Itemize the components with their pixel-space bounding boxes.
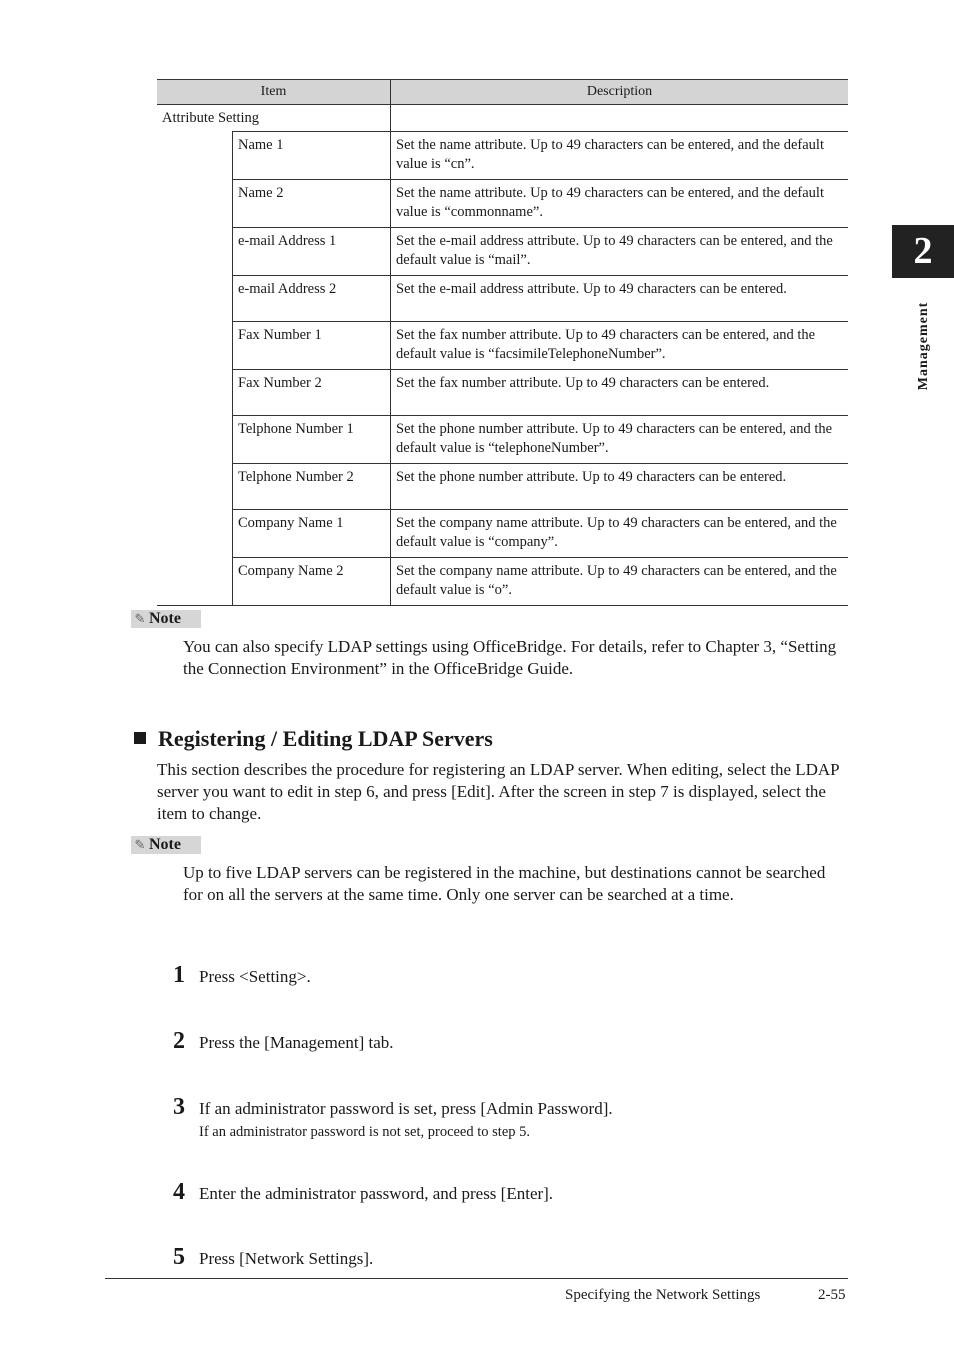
chapter-side-label: Management: [916, 301, 931, 391]
note-label: Note: [149, 836, 181, 853]
category-row: [157, 105, 848, 132]
step-text: Press [Network Settings].: [199, 1249, 374, 1268]
step-text: Enter the administrator password, and press [Enter].: [199, 1184, 554, 1203]
table-row: [157, 227, 848, 275]
step-number: 2: [173, 1028, 185, 1054]
step-text: If an administrator password is set, press [Admin Password].: [199, 1099, 613, 1118]
section-title: Registering / Editing LDAP Servers: [158, 726, 493, 751]
table-row: [157, 275, 848, 321]
desc-cell: Set the company name attribute. Up to 49 characters can be entered, and the default value is “o”.: [391, 557, 849, 605]
step-text: Press the [Management] tab.: [199, 1033, 394, 1052]
table-row: [157, 321, 848, 369]
desc-cell: Set the company name attribute. Up to 49 characters can be entered, and the default value is “company”.: [391, 509, 849, 557]
step-number: 4: [173, 1179, 185, 1205]
item-cell: Name 1: [233, 131, 391, 179]
table-row: [157, 463, 848, 509]
attribute-table: [157, 79, 848, 606]
item-cell: Company Name 2: [233, 557, 391, 605]
step-number: 3: [173, 1094, 185, 1120]
category-label: Attribute Setting: [157, 105, 391, 132]
step-subtext: If an administrator password is not set, proceed to step 5.: [199, 1124, 531, 1140]
desc-cell: Set the fax number attribute. Up to 49 characters can be entered, and the default value is “facsimileTelephoneNumber”.: [391, 321, 849, 369]
step-text: Press <Setting>.: [199, 967, 311, 986]
pencil-icon: ✎: [134, 611, 146, 626]
step-number: 1: [173, 962, 185, 988]
table-row: [157, 557, 848, 605]
item-cell: e-mail Address 2: [233, 275, 391, 321]
table-row: [157, 179, 848, 227]
desc-cell: Set the phone number attribute. Up to 49 characters can be entered.: [391, 463, 849, 509]
footer-section-title: Specifying the Network Settings: [565, 1287, 761, 1303]
note-badge: [131, 836, 201, 854]
table-row: [157, 415, 848, 463]
table-row: [157, 509, 848, 557]
item-cell: Company Name 1: [233, 509, 391, 557]
item-cell: Telphone Number 2: [233, 463, 391, 509]
footer-divider: [105, 1278, 848, 1279]
table-header-row: [157, 80, 848, 105]
section-intro: This section describes the procedure for registering an LDAP server. When editing, select the LDAP server you want to edit in step 6, and press [Edit]. After the screen in step 7 is displayed, select the item to change.: [157, 760, 840, 823]
square-bullet-icon: [134, 732, 146, 744]
desc-cell: Set the name attribute. Up to 49 characters can be entered, and the default value is “cn”.: [391, 131, 849, 179]
header-description: Description: [391, 80, 849, 105]
item-cell: e-mail Address 1: [233, 227, 391, 275]
note-badge: [131, 610, 201, 628]
note-label: Note: [149, 610, 181, 627]
pencil-icon: ✎: [134, 837, 146, 852]
item-cell: Fax Number 2: [233, 369, 391, 415]
category-desc-empty: [391, 105, 849, 132]
note-text: Up to five LDAP servers can be registered in the machine, but destinations cannot be searched for on all the servers at the same time. Only one server can be searched at a time.: [183, 863, 826, 904]
table-row: [157, 131, 848, 179]
item-cell: Name 2: [233, 179, 391, 227]
desc-cell: Set the phone number attribute. Up to 49 characters can be entered, and the default value is “telephoneNumber”.: [391, 415, 849, 463]
footer-page-number: 2-55: [818, 1287, 846, 1303]
desc-cell: Set the e-mail address attribute. Up to 49 characters can be entered, and the default value is “mail”.: [391, 227, 849, 275]
desc-cell: Set the e-mail address attribute. Up to 49 characters can be entered.: [391, 275, 849, 321]
table-row: [157, 369, 848, 415]
step-number: 5: [173, 1244, 185, 1270]
desc-cell: Set the name attribute. Up to 49 characters can be entered, and the default value is “commonname”.: [391, 179, 849, 227]
chapter-tab: 2: [892, 225, 954, 278]
header-item: Item: [157, 80, 391, 105]
item-cell: Fax Number 1: [233, 321, 391, 369]
section-heading: [134, 726, 493, 752]
note-text: You can also specify LDAP settings using OfficeBridge. For details, refer to Chapter 3, “Setting the Connection Environment” in the OfficeBridge Guide.: [183, 637, 837, 678]
item-cell: Telphone Number 1: [233, 415, 391, 463]
desc-cell: Set the fax number attribute. Up to 49 characters can be entered.: [391, 369, 849, 415]
